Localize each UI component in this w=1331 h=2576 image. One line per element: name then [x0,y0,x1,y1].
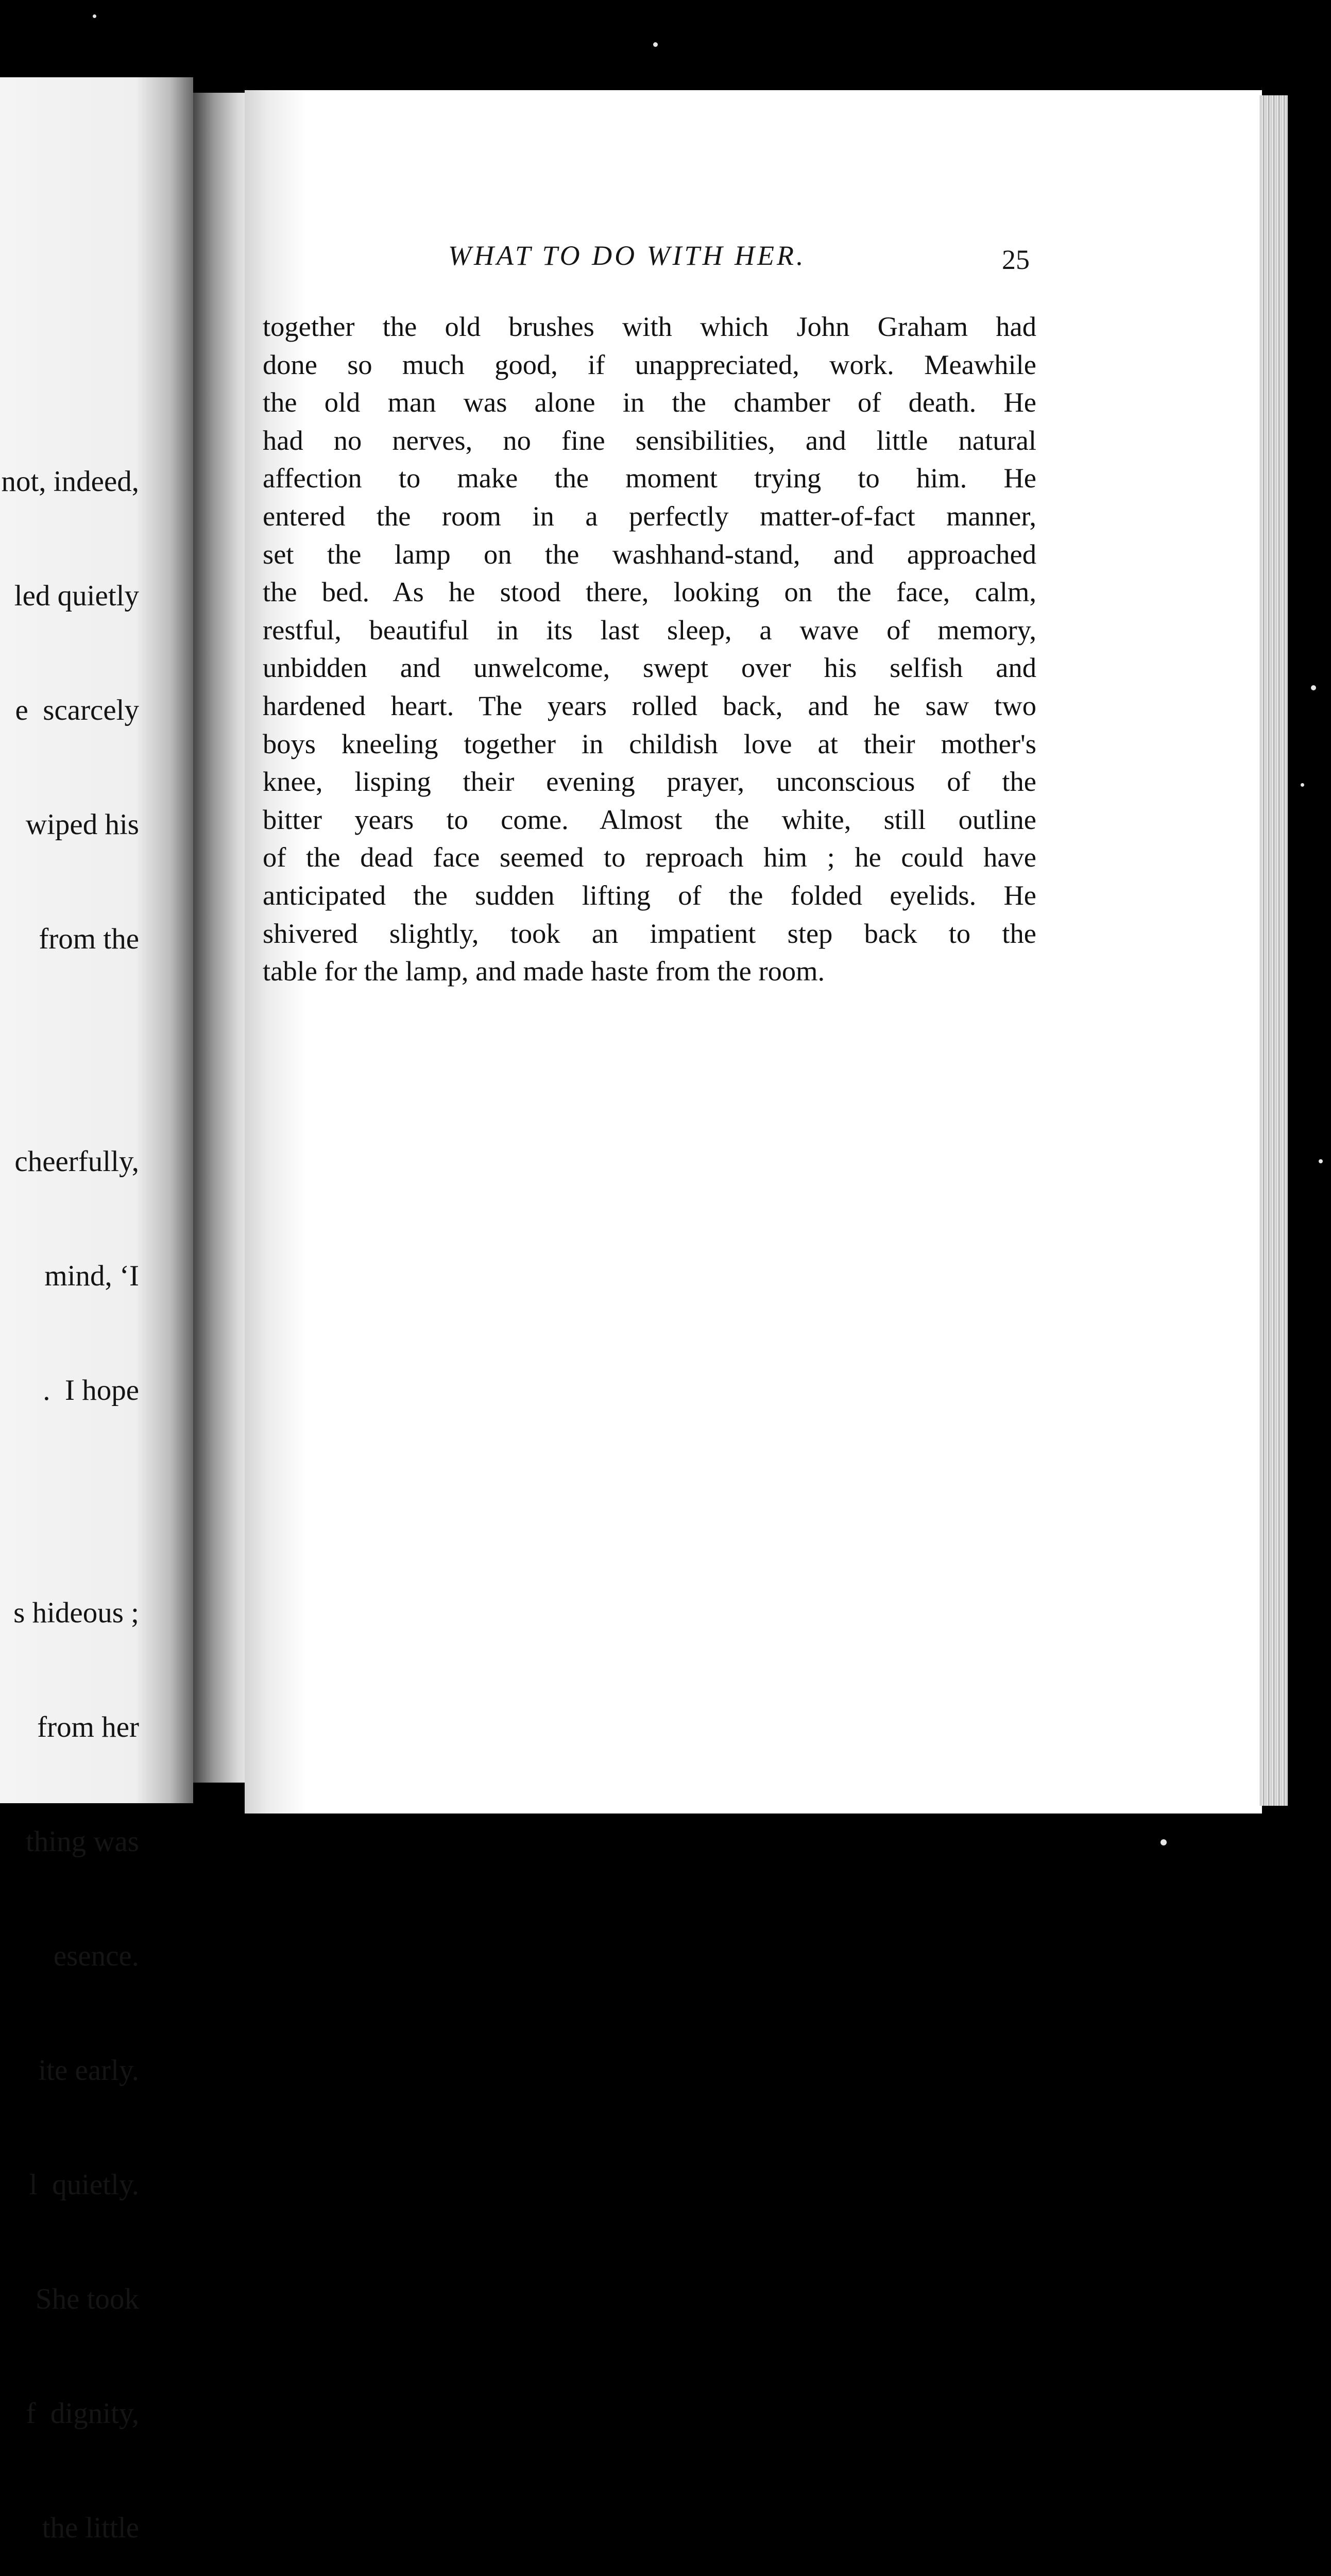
text-line: boys kneeling together in childish love at their mother's [263,727,1036,759]
text-line: set the lamp on the washhand-stand, and approached [263,538,1036,570]
scan-speck [1301,783,1304,787]
text-line: entered the room in a perfectly matter-of-fact manner, [263,500,1036,532]
left-line: not, indeed, [1,465,139,498]
left-line: l quietly. [29,2168,139,2201]
text-line: the bed. As he stood there, looking on the face, calm, [263,576,1036,608]
text-line: of the dead face seemed to reproach him ; he could have [263,841,1036,873]
scan-speck [1311,685,1316,690]
left-line: . I hope [43,1374,139,1406]
text-line: done so much good, if unappreciated, work. Meawhile [263,348,1036,380]
left-line: led quietly [14,580,139,612]
left-line: esence. [53,1940,139,1972]
scan-speck [653,42,658,47]
text-line: knee, lisping their evening prayer, unconscious of the [263,766,1036,798]
page-number: 25 [1002,244,1030,275]
text-line: hardened heart. The years rolled back, and he saw two [263,689,1036,721]
text-line: unbidden and unwelcome, swept over his selfish and [263,652,1036,684]
left-line: f dignity, [26,2397,139,2430]
left-line: She took [35,2283,139,2315]
text-line: anticipated the sudden lifting of the folded eyelids. He [263,879,1036,911]
paragraph-gap [1,1035,139,1066]
left-line: wiped his [25,808,139,841]
scan-speck [93,14,96,18]
text-line: restful, beautiful in its last sleep, a wave of memory, [263,614,1036,646]
text-line: the old man was alone in the chamber of death. He [263,386,1036,418]
left-line: thing was [25,1825,139,1858]
scan-speck [1319,1159,1323,1163]
left-page [0,77,193,2544]
running-head: WHAT TO DO WITH HER. [448,240,806,271]
left-page-text [1,386,139,2576]
page-edges [1259,95,1288,1806]
text-line: together the old brushes with which John Graham had [263,311,1036,342]
book-gutter-shadow [193,93,252,1783]
left-line: the little [42,2512,139,2544]
text-line: had no nerves, no fine sensibilities, and little natural [263,424,1036,456]
page-body-text [263,308,1036,990]
paragraph-gap [1,1486,139,1518]
left-line: from her [37,1711,139,1743]
text-line: affection to make the moment trying to him. He [263,462,1036,494]
text-line: bitter years to come. Almost the white, still outline [263,803,1036,835]
left-line: cheerfully, [14,1145,139,1178]
text-line: shivered slightly, took an impatient step back to the [263,917,1036,949]
left-line: from the [39,923,139,955]
left-line: e scarcely [15,694,139,726]
scan-speck [1161,1839,1167,1845]
left-line: mind, ‘I [44,1260,139,1292]
left-line: ite early. [38,2054,139,2087]
left-line: s hideous ; [13,1597,139,1629]
text-line: table for the lamp, and made haste from the room. [263,955,825,987]
